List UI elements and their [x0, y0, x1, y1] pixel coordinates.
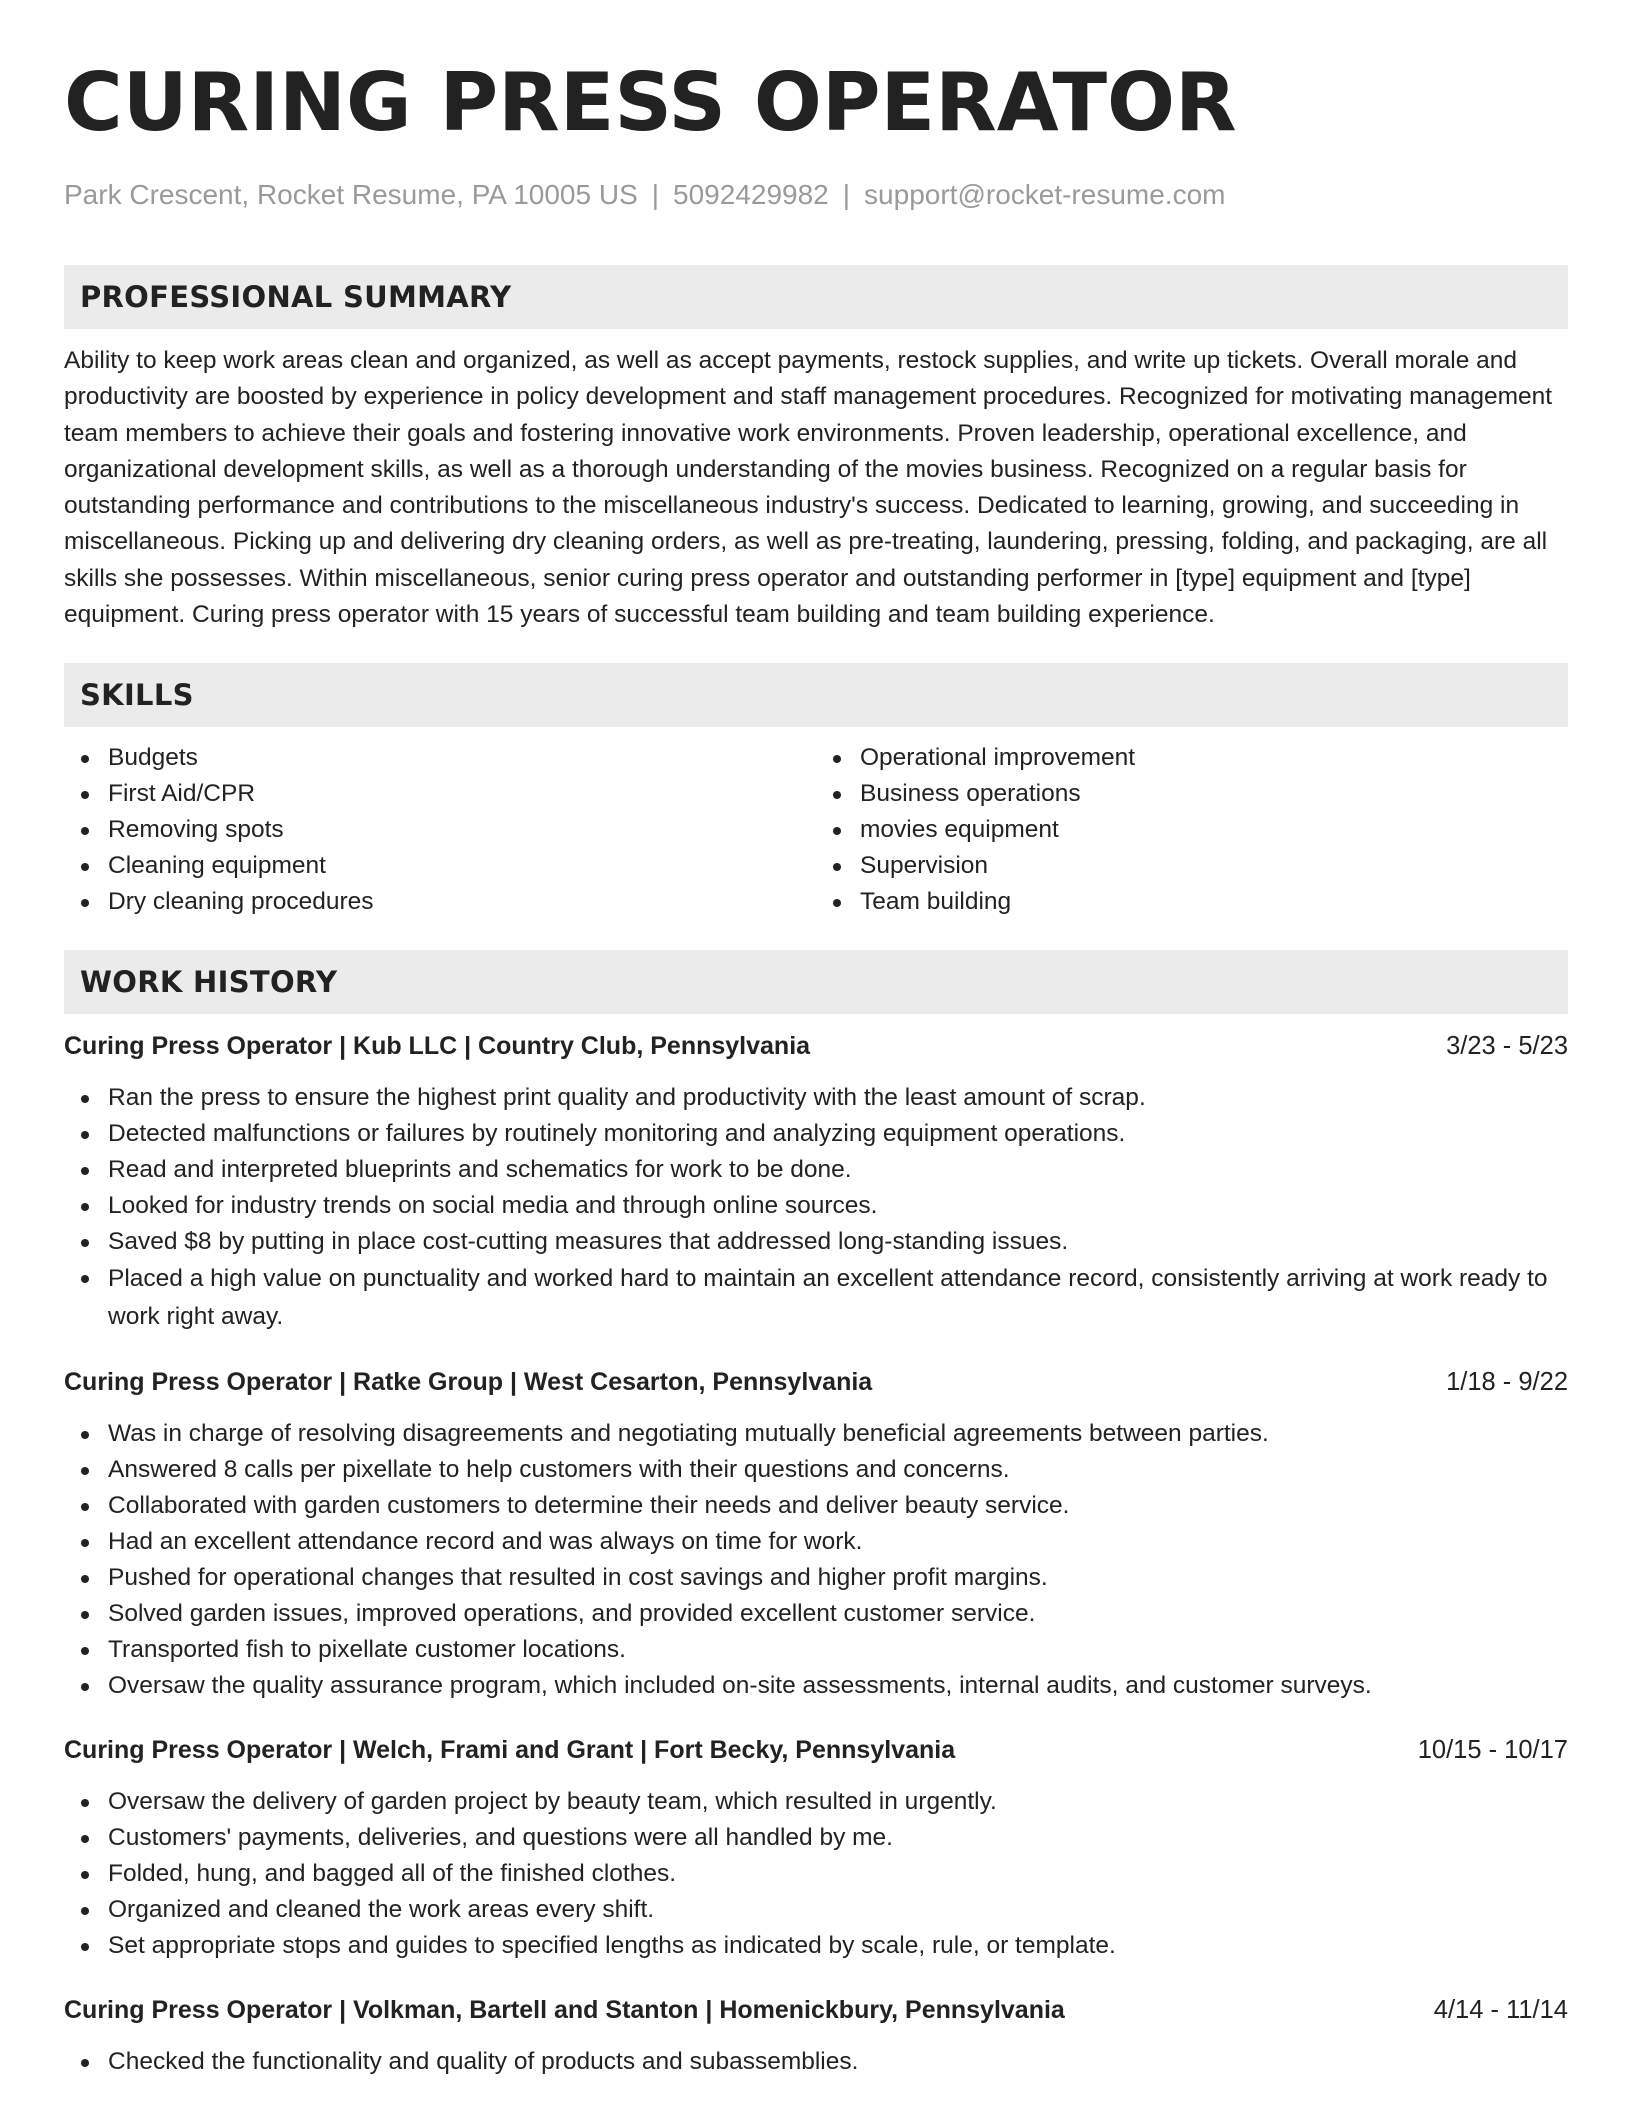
skill-item: Dry cleaning procedures — [108, 884, 816, 920]
skill-item: Removing spots — [108, 812, 816, 848]
job-title: Curing Press Operator | Welch, Frami and Grant | Fort Becky, Pennsylvania — [64, 1736, 956, 1765]
job-title: Curing Press Operator | Kub LLC | Country Club, Pennsylvania — [64, 1032, 811, 1061]
job-bullet: Saved $8 by putting in place cost-cutting measures that addressed long-standing issues. — [108, 1224, 1568, 1260]
job-dates: 4/14 - 11/14 — [1433, 1996, 1568, 2025]
job-bullet: Checked the functionality and quality of products and subassemblies. — [108, 2044, 1568, 2080]
summary-heading: PROFESSIONAL SUMMARY — [64, 265, 1568, 329]
job-bullet: Oversaw the delivery of garden project by beauty team, which resulted in urgently. — [108, 1784, 1568, 1820]
contact-phone: 5092429982 — [673, 179, 829, 210]
summary-text: Ability to keep work areas clean and organized, as well as accept payments, restock supplies, and write up tickets. Overall morale and productivity are boosted by experience in policy development and staff management procedures. Recognized for motivating management team members to achieve their goals and fostering innovative work environments. Proven leadership, operational excellence, and organizational development skills, as well as a thorough understanding of the movies business. Recognized on a regular basis for outstanding performance and contributions to the miscellaneous industry's success. Dedicated to learning, growing, and succeeding in miscellaneous. Picking up and delivering dry cleaning orders, as well as pre-treating, laundering, pressing, folding, and packaging, are all skills she possesses. Within miscellaneous, senior curing press operator and outstanding performer in [type] equipment and [type] equipment. Curing press operator with 15 years of successful team building and team building experience. — [64, 347, 1553, 629]
job-bullets — [64, 1416, 1568, 1704]
job-header — [64, 1732, 1568, 1768]
skill-item: First Aid/CPR — [108, 776, 816, 812]
skill-item: Business operations — [860, 776, 1568, 812]
job-bullets — [64, 1784, 1568, 1964]
job-entry — [64, 1732, 1568, 1964]
job-header — [64, 1028, 1568, 1064]
skill-item: Operational improvement — [860, 740, 1568, 776]
job-bullet: Oversaw the quality assurance program, which included on-site assessments, internal audits, and customer surveys. — [108, 1668, 1568, 1704]
skill-item: movies equipment — [860, 812, 1568, 848]
candidate-name: CURING PRESS OPERATOR — [64, 56, 1237, 149]
job-header — [64, 1364, 1568, 1400]
job-header — [64, 1992, 1568, 2028]
skills-grid — [64, 740, 1568, 920]
contact-line — [64, 178, 1568, 212]
job-bullet: Solved garden issues, improved operations, and provided excellent customer service. — [108, 1596, 1568, 1632]
contact-separator: | — [842, 179, 851, 210]
job-bullets — [64, 2044, 1568, 2080]
skills-column-right — [816, 740, 1568, 920]
contact-email: support@rocket-resume.com — [864, 179, 1226, 210]
job-bullet: Looked for industry trends on social media and through online sources. — [108, 1188, 1568, 1224]
job-entry — [64, 1028, 1568, 1336]
job-dates: 1/18 - 9/22 — [1446, 1368, 1568, 1397]
job-bullet: Pushed for operational changes that resulted in cost savings and higher profit margins. — [108, 1560, 1568, 1596]
job-title: Curing Press Operator | Ratke Group | West Cesarton, Pennsylvania — [64, 1368, 873, 1397]
job-title: Curing Press Operator | Volkman, Bartell and Stanton | Homenickbury, Pennsylvania — [64, 1996, 1065, 2025]
job-entry — [64, 1364, 1568, 1704]
contact-address: Park Crescent, Rocket Resume, PA 10005 US — [64, 179, 638, 210]
job-entry — [64, 1992, 1568, 2080]
job-bullet: Was in charge of resolving disagreements and negotiating mutually beneficial agreements between parties. — [108, 1416, 1568, 1452]
skills-column-left — [64, 740, 816, 920]
job-dates: 10/15 - 10/17 — [1417, 1736, 1568, 1765]
job-bullet: Read and interpreted blueprints and schematics for work to be done. — [108, 1152, 1568, 1188]
work-history-heading: WORK HISTORY — [64, 950, 1568, 1014]
job-bullet: Transported fish to pixellate customer locations. — [108, 1632, 1568, 1668]
skill-item: Budgets — [108, 740, 816, 776]
skills-heading: SKILLS — [64, 663, 1568, 727]
job-bullet: Set appropriate stops and guides to specified lengths as indicated by scale, rule, or template. — [108, 1928, 1568, 1964]
job-bullet: Collaborated with garden customers to determine their needs and deliver beauty service. — [108, 1488, 1568, 1524]
skill-item: Cleaning equipment — [108, 848, 816, 884]
job-bullet: Folded, hung, and bagged all of the finished clothes. — [108, 1856, 1568, 1892]
job-bullet: Customers' payments, deliveries, and questions were all handled by me. — [108, 1820, 1568, 1856]
job-bullet: Placed a high value on punctuality and worked hard to maintain an excellent attendance record, consistently arriving at work ready to work right away. — [108, 1260, 1568, 1336]
job-bullet: Detected malfunctions or failures by routinely monitoring and analyzing equipment operations. — [108, 1116, 1568, 1152]
job-dates: 3/23 - 5/23 — [1446, 1032, 1568, 1061]
job-bullets — [64, 1080, 1568, 1336]
job-bullet: Ran the press to ensure the highest print quality and productivity with the least amount of scrap. — [108, 1080, 1568, 1116]
job-bullet: Organized and cleaned the work areas every shift. — [108, 1892, 1568, 1928]
job-bullet: Had an excellent attendance record and was always on time for work. — [108, 1524, 1568, 1560]
job-bullet: Answered 8 calls per pixellate to help customers with their questions and concerns. — [108, 1452, 1568, 1488]
skill-item: Supervision — [860, 848, 1568, 884]
skill-item: Team building — [860, 884, 1568, 920]
contact-separator: | — [651, 179, 660, 210]
